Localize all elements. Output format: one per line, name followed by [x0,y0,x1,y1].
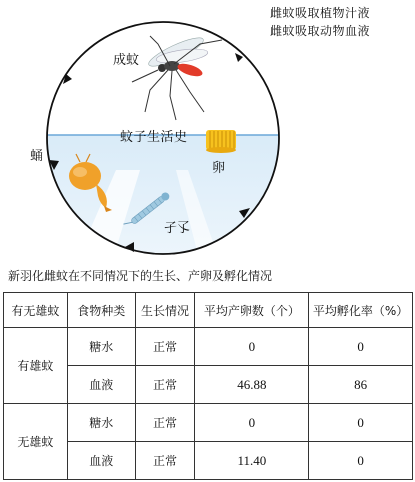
cell-growth: 正常 [135,404,195,442]
header-food-type: 食物种类 [67,293,135,328]
table-row [4,328,413,366]
cell-growth: 正常 [135,442,195,480]
cell-food: 糖水 [67,404,135,442]
cell-hatch: 0 [309,442,413,480]
group-label-without-male: 无雄蚊 [4,404,68,480]
table-row [4,404,413,442]
stage-label-larva: 孑孓 [164,221,191,236]
cell-eggs: 46.88 [195,366,309,404]
header-avg-eggs: 平均产卵数（个） [195,293,309,328]
cell-hatch: 86 [309,366,413,404]
table-caption: 新羽化雌蚊在不同情况下的生长、产卵及孵化情况 [8,269,273,283]
results-table [3,292,413,480]
egg-raft-illustration [206,130,236,153]
header-avg-hatch-rate: 平均孵化率（%） [309,293,413,328]
note-animal-blood: 雌蚊吸取动物血液 [270,24,371,38]
cell-eggs: 0 [195,328,309,366]
header-growth: 生长情况 [135,293,195,328]
cell-hatch: 0 [309,404,413,442]
cell-hatch: 0 [309,328,413,366]
stage-label-egg: 卵 [212,161,226,176]
header-male-presence: 有无雄蚊 [4,293,68,328]
adult-mosquito-illustration [132,33,222,120]
stage-label-pupa: 蛹 [30,149,44,164]
cell-food: 糖水 [67,328,135,366]
note-plant-juice: 雌蚊吸取植物汁液 [270,6,371,20]
cell-eggs: 11.40 [195,442,309,480]
table-header-row [4,293,413,328]
stage-label-adult: 成蚊 [113,53,140,68]
cell-eggs: 0 [195,404,309,442]
cell-food: 血液 [67,442,135,480]
arrow-top-right [235,53,243,62]
cell-growth: 正常 [135,366,195,404]
cell-growth: 正常 [135,328,195,366]
group-label-with-male: 有雄蚊 [4,328,68,404]
cell-food: 血液 [67,366,135,404]
figure-title: 蚊子生活史 [120,130,188,145]
